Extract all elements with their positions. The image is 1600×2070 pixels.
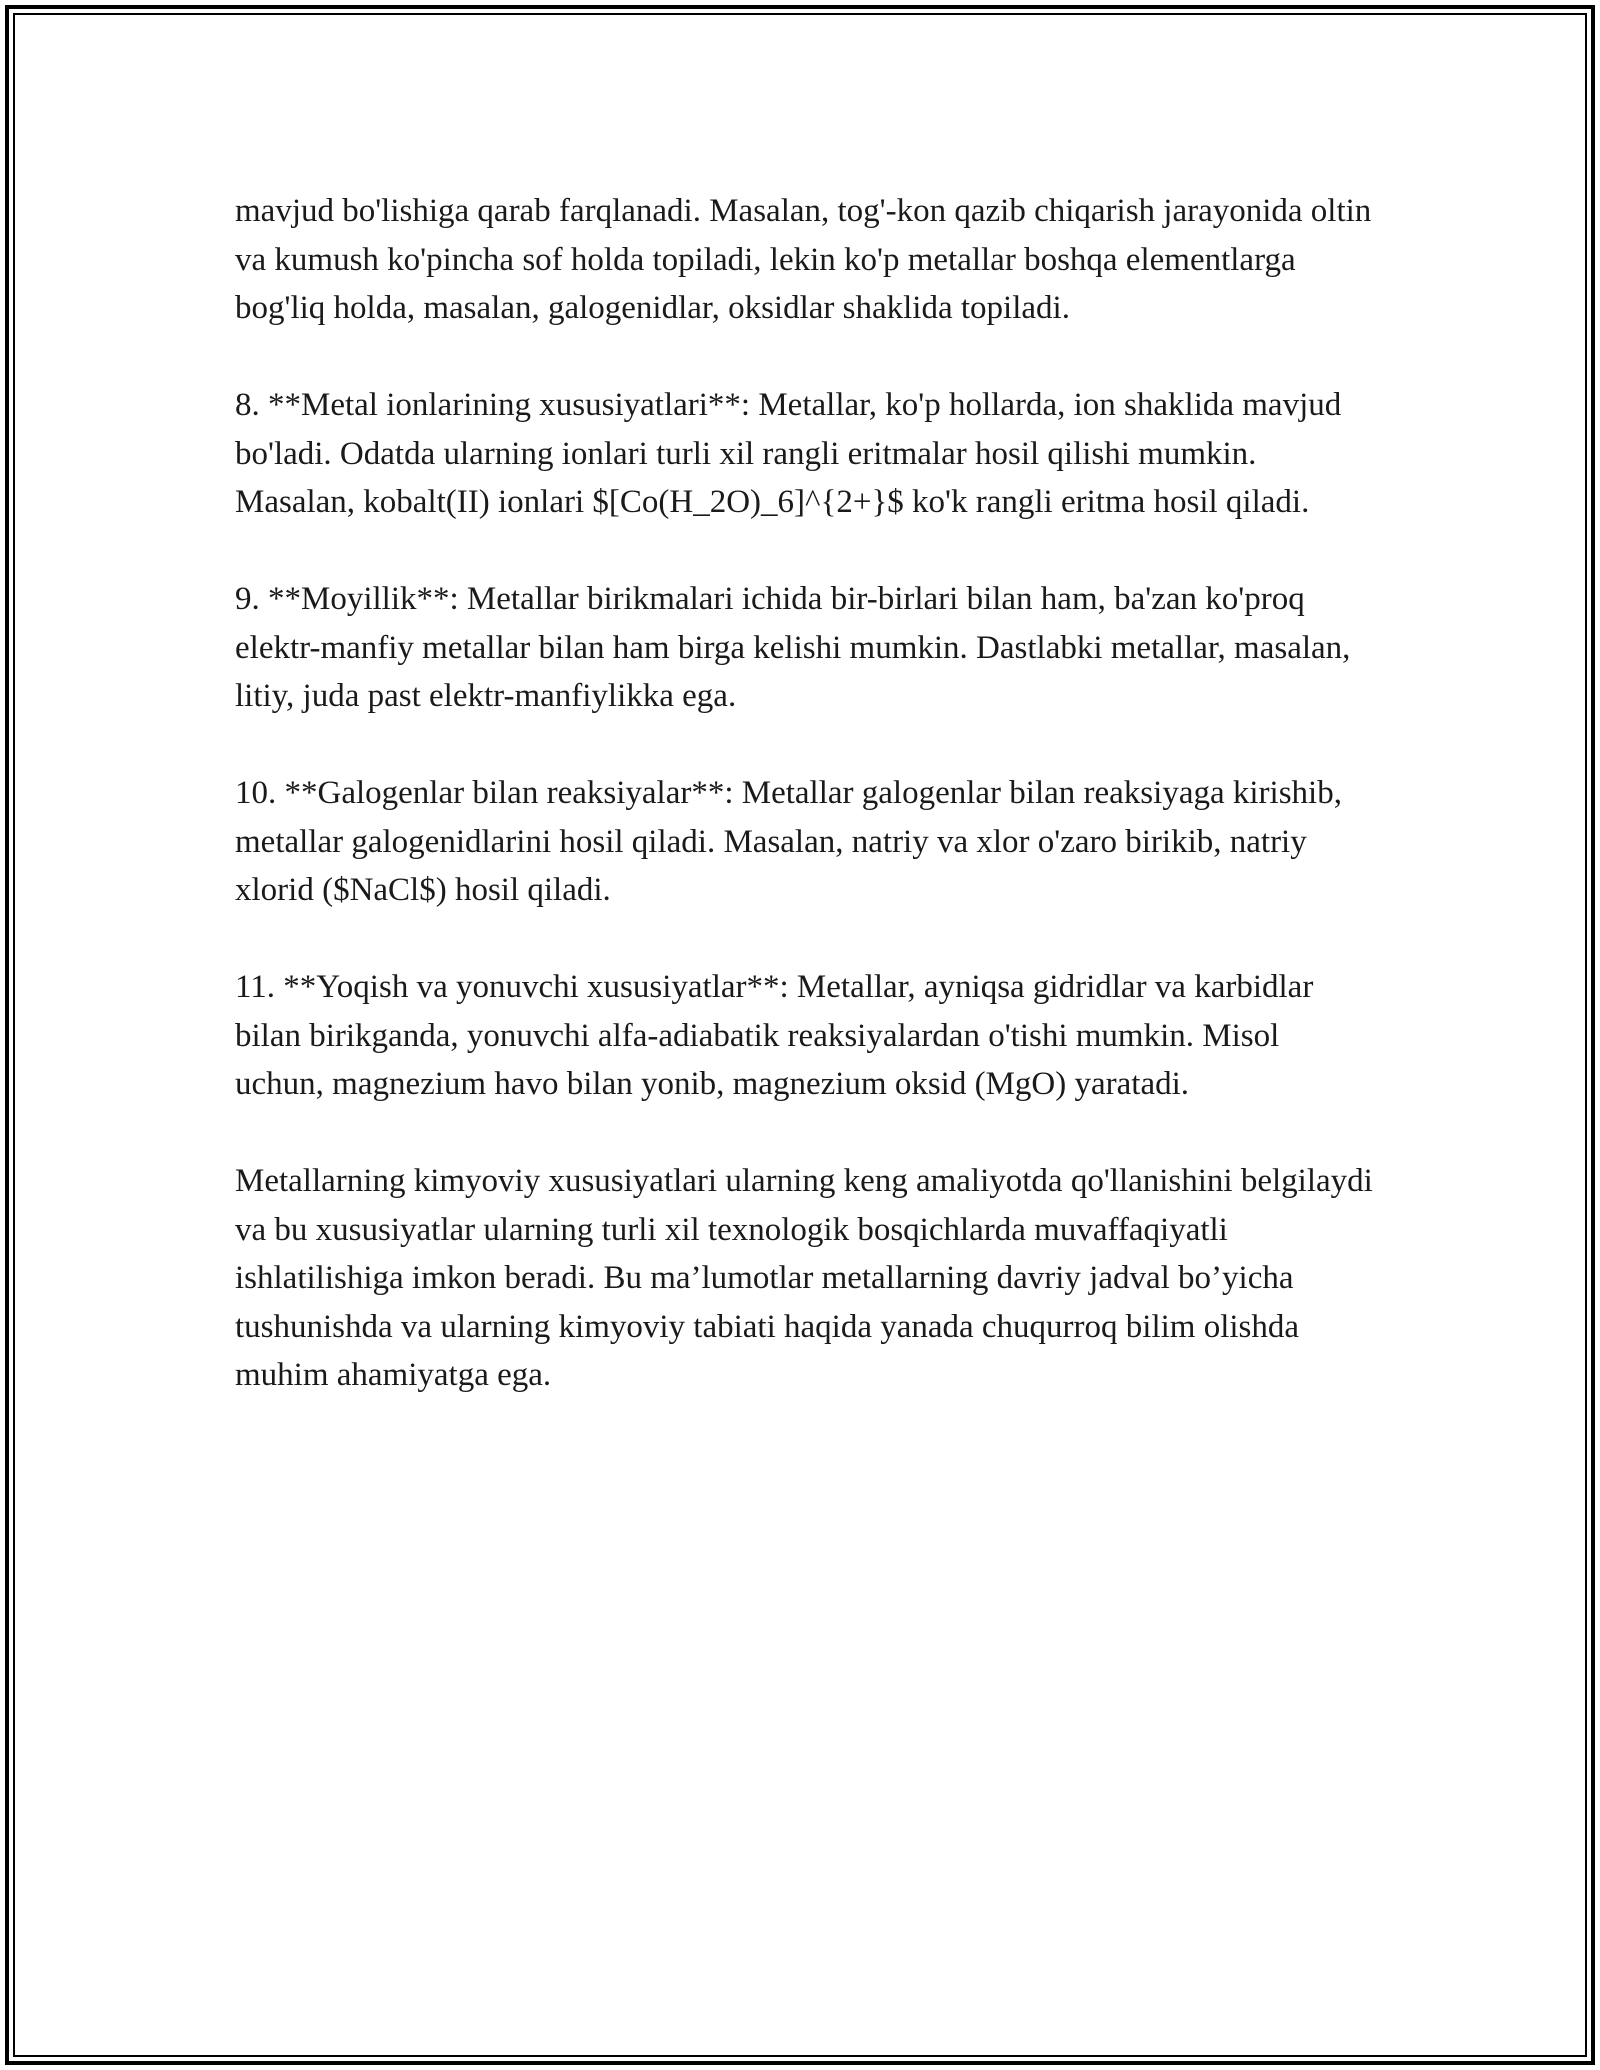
paragraph-item-9-moyillik: 9. **Moyillik**: Metallar birikmalari ichida bir-birlari bilan ham, ba'zan ko'proq elektr-manfiy metallar bilan ham birga kelishi mumkin. Dastlabki metallar, masalan, litiy, juda past elektr-manfiylikka ega. <box>235 581 1351 714</box>
paragraph-continuation: mavjud bo'lishiga qarab farqlanadi. Masalan, tog'-kon qazib chiqarish jarayonida oltin va kumush ko'pincha sof holda topiladi, lekin ko'p metallar boshqa elementlarga bog'liq holda, masalan, galogenidlar, oksidlar shaklida topiladi. <box>235 193 1372 326</box>
paragraph-item-8-metal-ions: 8. **Metal ionlarining xususiyatlari**: Metallar, ko'p hollarda, ion shaklida mavjud bo'ladi. Odatda ularning ionlari turli xil rangli eritmalar hosil qilishi mumkin. Masalan, kobalt(II) ionlari $[Co(H_2O)_6]^{2+}$ ko'k rangli eritma hosil qiladi. <box>235 387 1342 520</box>
paragraph-item-10-halogen-reactions: 10. **Galogenlar bilan reaksiyalar**: Metallar galogenlar bilan reaksiyaga kirishib, metallar galogenidlarini hosil qiladi. Masalan, natriy va xlor o'zaro birikib, natriy xlorid ($NaCl$) hosil qiladi. <box>235 775 1342 908</box>
paragraph-item-11-combustion: 11. **Yoqish va yonuvchi xususiyatlar**: Metallar, ayniqsa gidridlar va karbidlar bilan birikganda, yonuvchi alfa-adiabatik reaksiyalardan o'tishi mumkin. Misol uchun, magnezium havo bilan yonib, magnezium oksid (MgO) yaratadi. <box>235 969 1314 1102</box>
document-body <box>235 187 1375 1400</box>
paragraph-conclusion: Metallarning kimyoviy xususiyatlari ularning keng amaliyotda qo'llanishini belgilaydi va bu xususiyatlar ularning turli xil texnologik bosqichlarda muvaffaqiyatli ishlatilishiga imkon beradi. Bu ma’lumotlar metallarning davriy jadval bo’yicha tushunishda va ularning kimyoviy tabiati haqida yanada chuqurroq bilim olishda muhim ahamiyatga ega. <box>235 1163 1373 1393</box>
